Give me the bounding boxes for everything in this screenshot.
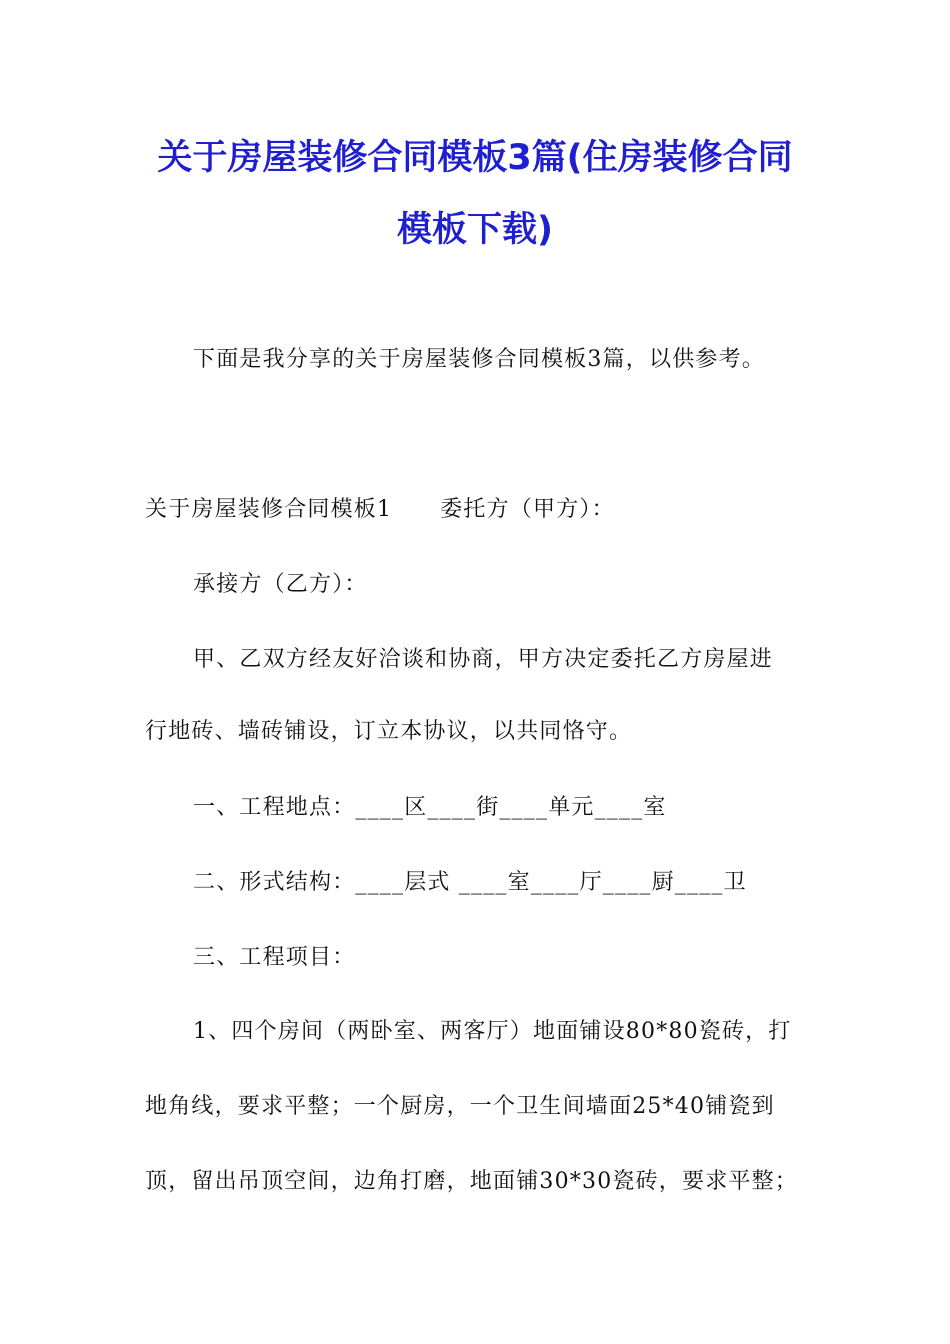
sub-item-1-line-2: 地角线，要求平整；一个厨房，一个卫生间墙面25*40铺瓷到 bbox=[145, 1094, 775, 1119]
intro-paragraph: 下面是我分享的关于房屋装修合同模板3篇，以供参考。 bbox=[193, 347, 765, 372]
section-heading-row bbox=[145, 495, 615, 525]
client-label: 委托方（甲方）： bbox=[440, 497, 615, 522]
item-structure-form: 二、形式结构：____层式 ____室____厅____厨____卫 bbox=[193, 870, 747, 895]
document-title-line-2: 模板下载) bbox=[397, 210, 553, 250]
document-title-line-1: 关于房屋装修合同模板3篇(住房装修合同 bbox=[157, 138, 793, 178]
paragraph-1-line-2: 行地砖、墙砖铺设，订立本协议，以共同恪守。 bbox=[145, 719, 633, 744]
paragraph-1-line-1: 甲、乙双方经友好洽谈和协商，甲方决定委托乙方房屋进 bbox=[193, 647, 774, 672]
sub-item-1-line-1: 1、四个房间（两卧室、两客厅）地面铺设80*80瓷砖，打 bbox=[193, 1019, 792, 1044]
item-project-list: 三、工程项目： bbox=[193, 945, 356, 970]
section-heading: 关于房屋装修合同模板1 bbox=[145, 497, 393, 522]
contractor-label: 承接方（乙方）： bbox=[193, 572, 368, 597]
item-project-location: 一、工程地点：____区____街____单元____室 bbox=[193, 795, 667, 820]
sub-item-1-line-3: 顶，留出吊顶空间，边角打磨，地面铺30*30瓷砖，要求平整； bbox=[145, 1169, 798, 1194]
